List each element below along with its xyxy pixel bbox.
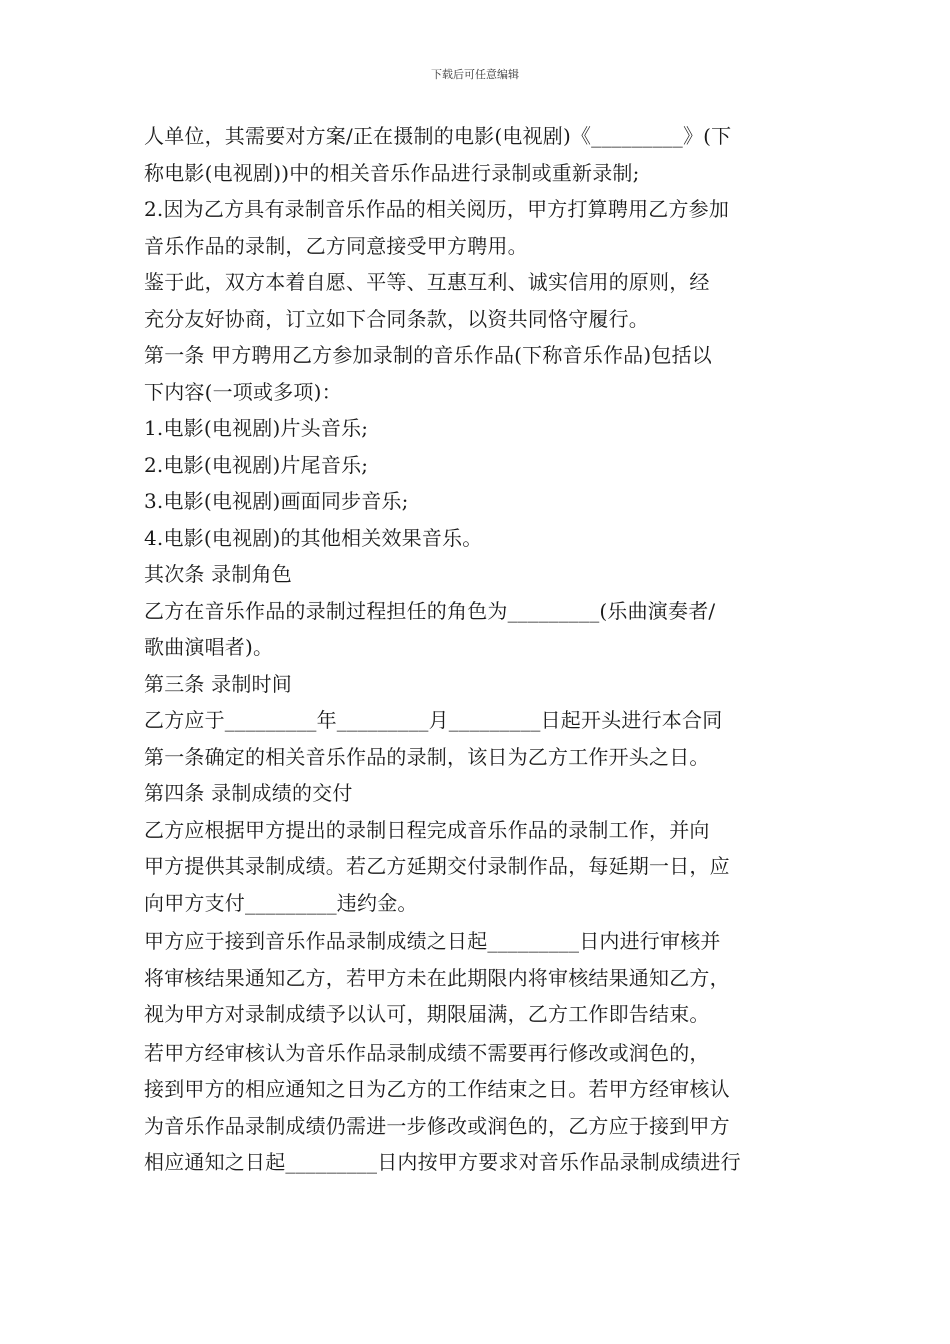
text-line: 第一条 甲方聘用乙方参加录制的音乐作品(下称音乐作品)包括以	[144, 343, 712, 367]
text-line: 充分友好协商，订立如下合同条款，以资共同恪守履行。	[144, 306, 649, 331]
text-line: 乙方应根据甲方提出的录制日程完成音乐作品的录制工作，并向	[144, 817, 710, 842]
text-line: 第一条确定的相关音乐作品的录制，该日为乙方工作开头之日。	[144, 744, 710, 769]
text-line: 甲方提供其录制成绩。若乙方延期交付录制作品，每延期一日，应	[144, 854, 730, 878]
text-line: 2.因为乙方具有录制音乐作品的相关阅历，甲方打算聘用乙方参加	[144, 197, 730, 221]
text-line: 下内容(一项或多项)：	[144, 379, 342, 404]
text-line: 乙方应于_________年_________月_________日起开头进行本合同	[144, 708, 723, 732]
text-line: 鉴于此，双方本着自愿、平等、互惠互利、诚实信用的原则，经	[144, 270, 710, 294]
text-line: 2.电影(电视剧)片尾音乐;	[144, 452, 369, 477]
text-line: 人单位，其需要对方案/正在摄制的电影(电视剧)《_________》(下	[144, 124, 732, 148]
text-line: 1.电影(电视剧)片头音乐;	[144, 416, 369, 440]
text-line: 第四条 录制成绩的交付	[144, 781, 353, 805]
text-line: 向甲方支付_________违约金。	[144, 890, 418, 915]
text-line: 将审核结果通知乙方，若甲方未在此期限内将审核结果通知乙方，	[144, 965, 730, 990]
text-line: 音乐作品的录制，乙方同意接受甲方聘用。	[144, 233, 528, 258]
text-line: 接到甲方的相应通知之日为乙方的工作结束之日。若甲方经审核认	[144, 1077, 730, 1101]
text-line: 称电影(电视剧))中的相关音乐作品进行录制或重新录制;	[144, 160, 640, 185]
text-line: 相应通知之日起_________日内按甲方要求对音乐作品录制成绩进行	[144, 1150, 741, 1174]
text-line: 歌曲演唱者)。	[144, 635, 274, 659]
contract-body	[144, 118, 808, 1181]
text-line: 第三条 录制时间	[144, 671, 292, 696]
text-line: 为音乐作品录制成绩仍需进一步修改或润色的，乙方应于接到甲方	[144, 1113, 730, 1138]
text-line: 其次条 录制角色	[144, 562, 292, 586]
text-line: 视为甲方对录制成绩予以认可，期限届满，乙方工作即告结束。	[144, 1002, 710, 1026]
text-line: 3.电影(电视剧)画面同步音乐;	[144, 489, 409, 513]
text-line: 若甲方经审核认为音乐作品录制成绩不需要再行修改或润色的，	[144, 1040, 710, 1065]
text-line: 甲方应于接到音乐作品录制成绩之日起_________日内进行审核并	[144, 929, 721, 953]
page-header-note: 下载后可任意编辑	[431, 68, 519, 81]
text-line: 4.电影(电视剧)的其他相关效果音乐。	[144, 525, 483, 550]
text-line: 乙方在音乐作品的录制过程担任的角色为_________(乐曲演奏者/	[144, 598, 716, 623]
